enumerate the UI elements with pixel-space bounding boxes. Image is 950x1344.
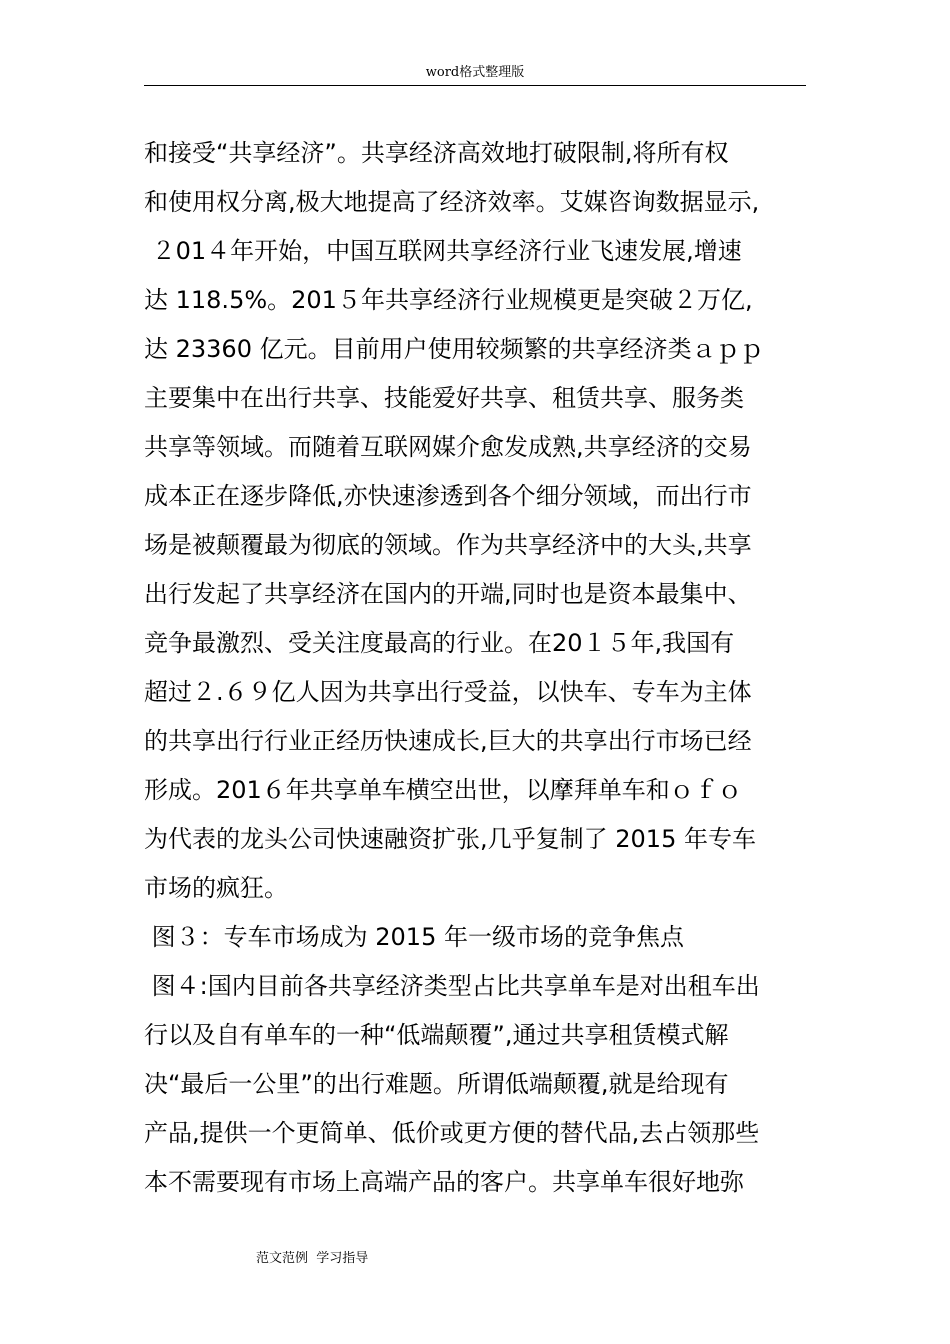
body-line: 行以及自有单车的一种“低端颠覆”,通过共享租赁模式解 [144,1021,729,1049]
body-line: 决“最后一公里”的出行难题。所谓低端颠覆,就是给现有 [144,1070,729,1098]
body-line: 出行发起了共享经济在国内的开端,同时也是资本最集中、 [144,580,752,608]
body-line: 场是被颠覆最为彻底的领域。作为共享经济中的大头,共享 [144,531,752,559]
header-divider [144,85,806,86]
body-text [144,129,814,1207]
body-line: 主要集中在出行共享、技能爱好共享、租赁共享、服务类 [144,384,744,412]
body-line: 成本正在逐步降低,亦快速渗透到各个细分领域，而出行市 [144,482,752,510]
body-line: 形成。201６年共享单车横空出世，以摩拜单车和ｏｆｏ [144,776,742,804]
body-line: 共享等领域。而随着互联网媒介愈发成熟,共享经济的交易 [144,433,752,461]
body-line: 本不需要现有市场上高端产品的客户。共享单车很好地弥 [144,1168,744,1196]
figure-caption: 图４:国内目前各共享经济类型占比共享单车是对出租车出 [144,972,760,1000]
body-line: 和使用权分离,极大地提高了经济效率。艾媒咨询数据显示, [144,188,760,216]
body-line: 市场的疯狂。 [144,874,288,902]
page-footer: 范文范例 学习指导 [256,1251,369,1266]
page-header: word格式整理版 [425,65,525,80]
body-line: 的共享出行行业正经历快速成长,巨大的共享出行市场已经 [144,727,752,755]
figure-caption: 图３：专车市场成为 2015 年一级市场的竞争焦点 [144,923,684,951]
body-line: 竞争最激烈、受关注度最高的行业。在20１５年,我国有 [144,629,735,657]
body-line: 超过２.６９亿人因为共享出行受益，以快车、专车为主体 [144,678,752,706]
body-line: 和接受“共享经济”。共享经济高效地打破限制,将所有权 [144,139,729,167]
body-line: 达 23360 亿元。目前用户使用较频繁的共享经济类ａｐｐ [144,335,764,363]
body-line: ２01４年开始，中国互联网共享经济行业飞速发展,增速 [144,237,742,265]
body-line: 产品,提供一个更简单、低价或更方便的替代品,去占领那些 [144,1119,760,1147]
body-line: 为代表的龙头公司快速融资扩张,几乎复制了 2015 年专车 [144,825,756,853]
body-line: 达 118.5%。201５年共享经济行业规模更是突破２万亿, [144,286,753,314]
